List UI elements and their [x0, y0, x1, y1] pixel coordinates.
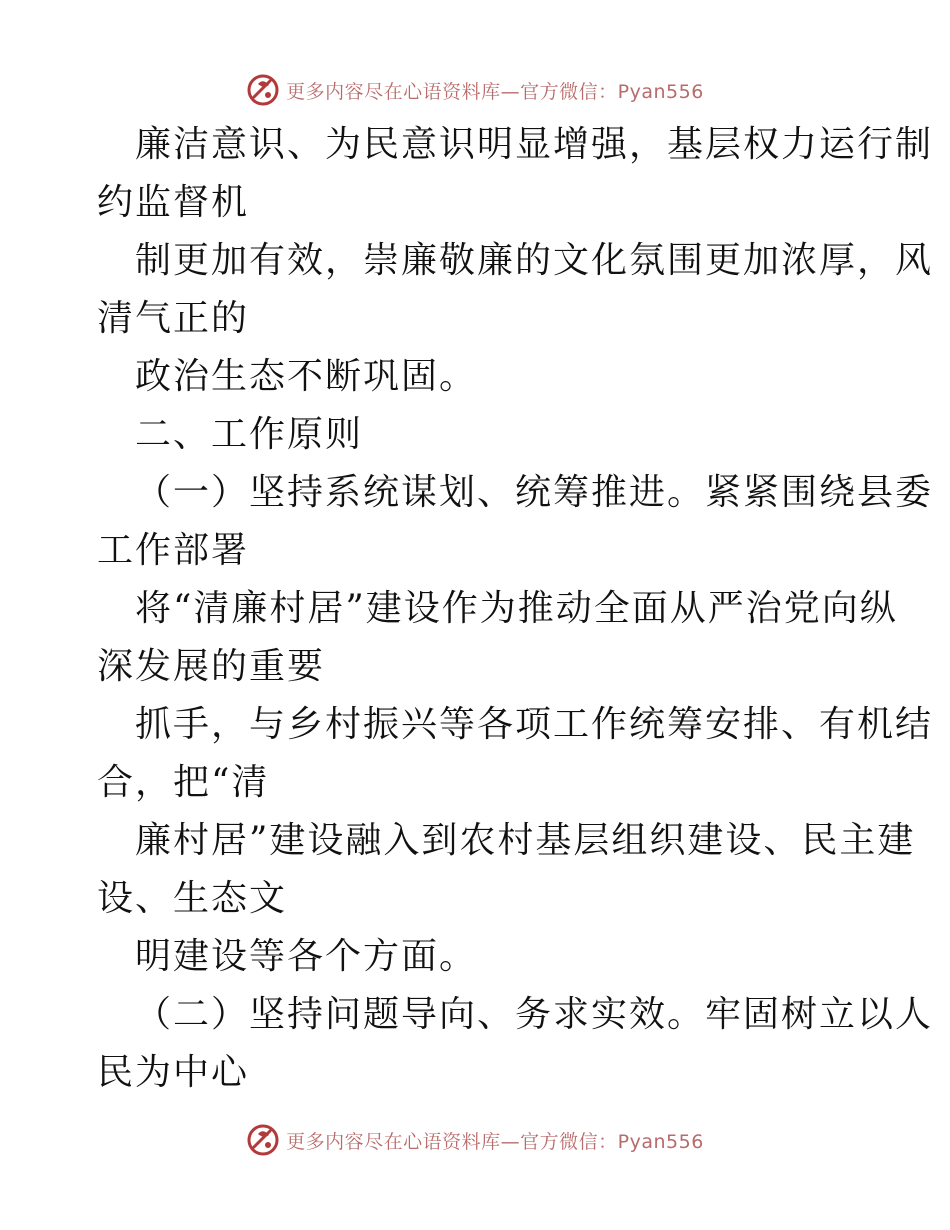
- document-body: [97, 116, 934, 1102]
- text-line: （一）坚持系统谋划、统筹推进。紧紧围绕县委: [135, 472, 934, 513]
- text-line: 廉村居”建设融入到农村基层组织建设、民主建: [135, 820, 916, 861]
- footer-watermark: [0, 1120, 950, 1160]
- text-line: 清气正的: [97, 298, 250, 339]
- watermark-text: 更多内容尽在心语资料库—官方微信：Pyan556: [286, 1130, 704, 1153]
- text-line: 约监督机: [97, 182, 250, 223]
- text-line: 合，把“清: [97, 762, 270, 803]
- seal-logo-icon: [246, 1123, 280, 1157]
- seal-logo-icon: [246, 73, 280, 107]
- text-line: 廉洁意识、为民意识明显增强，基层权力运行制: [135, 124, 934, 165]
- text-line: 明建设等各个方面。: [135, 936, 478, 977]
- text-line: 将“清廉村居”建设作为推动全面从严治党向纵: [135, 588, 898, 629]
- text-line: 制更加有效，崇廉敬廉的文化氛围更加浓厚，风: [135, 240, 934, 281]
- text-line: 抓手，与乡村振兴等各项工作统筹安排、有机结: [135, 704, 934, 745]
- text-line: 深发展的重要: [97, 646, 326, 687]
- text-line: 工作部署: [97, 530, 250, 571]
- text-line: 政治生态不断巩固。: [135, 356, 478, 397]
- text-line: 设、生态文: [97, 878, 288, 919]
- section-heading: 二、工作原则: [135, 414, 364, 455]
- header-watermark: [0, 70, 950, 110]
- watermark-text: 更多内容尽在心语资料库—官方微信：Pyan556: [286, 80, 704, 103]
- text-line: 民为中心: [97, 1052, 250, 1093]
- text-line: （二）坚持问题导向、务求实效。牢固树立以人: [135, 994, 934, 1035]
